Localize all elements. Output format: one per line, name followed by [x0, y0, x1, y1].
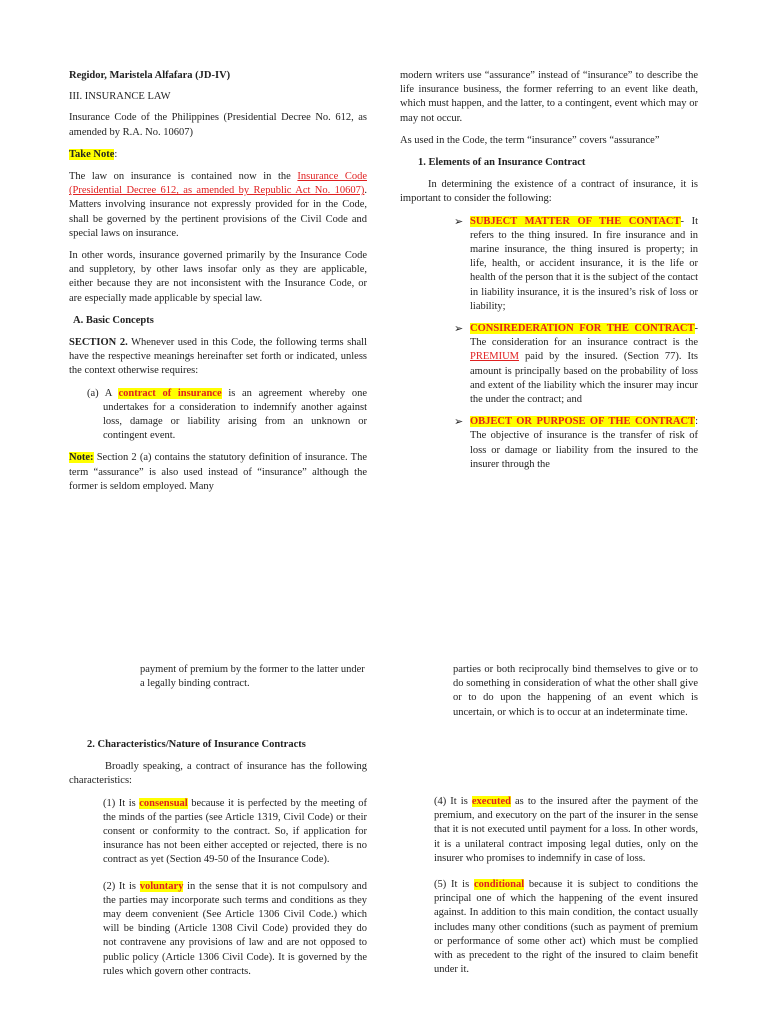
- characteristic-voluntary: (2) It is voluntary in the sense that it is not compulsory and the parties may incorporate such terms and conditions as they may deem convenient (See Article 1306 Civil Code.) which will be binding (Article 1308 Civil Code) provided they do not contravene any provisions of law and are not opposed to public policy (Article 1306 Civil Code). It is governed by the rules which govern other contracts.: [103, 880, 367, 977]
- assurance-paragraph: modern writers use “assurance” instead of “insurance” to describe the life insurance business, the former referring to an event like death, which must happen, and the latter, to a contingent, event which may or may not occur.: [400, 70, 698, 124]
- arrow-bullet-icon: ➢: [454, 215, 464, 228]
- arrow-bullet-icon: ➢: [454, 323, 464, 336]
- covers-assurance-line: As used in the Code, the term “insurance” covers “assurance”: [400, 134, 660, 146]
- page2-left-column: [69, 738, 367, 979]
- characteristic-consensual: (1) It is consensual because it is perfected by the meeting of the minds of the parties (see Article 1319, Civil Code) or their consent or conformity to the contract. So, if application for insurance has not been either accepted or rejected, there is no contract as yet (Section 49-50 of the Insurance Code).: [103, 797, 367, 866]
- code-reference: Insurance Code of the Philippines (Presidential Decree No. 612, as amended by R.A. No. 10607): [69, 112, 367, 138]
- elements-heading: 1. Elements of an Insurance Contract: [418, 157, 586, 169]
- insurance-code-link[interactable]: Insurance Code (Presidential Decree 612, as amended by Republic Act No. 10607): [69, 171, 367, 197]
- author-line: Regidor, Maristela Alfafara (JD-IV): [69, 70, 231, 81]
- element-consideration: ➢ CONSIREDERATION FOR THE CONTRACT- The consideration for an insurance contract is the PREMIUM paid by the insured. (Section 77). Its amount is principally based on the probability of loss and extent of the liability which the insurer may incur the under the contract; and: [454, 323, 698, 406]
- other-words-paragraph: In other words, insurance governed primarily by the Insurance Code and suppletory, by other laws insofar only as they are applicable, either because they are not inconsistent with the Insurance Code, or are especially made applicable by special law.: [69, 250, 367, 304]
- basic-concepts-heading: A. Basic Concepts: [73, 314, 154, 326]
- premium-term: PREMIUM: [470, 351, 520, 363]
- conditional-term: conditional: [473, 879, 525, 891]
- characteristic-executed: (4) It is executed as to the insured after the payment of the premium, and executory on the part of the insurer in the sense that it is not executed until payment for a loss. In other words, it is a unilateral contract imposing legal duties, only on the insurer who promises to indemnify in case of loss.: [434, 796, 698, 864]
- arrow-bullet-icon: ➢: [454, 416, 464, 429]
- voluntary-term: voluntary: [139, 880, 184, 892]
- executed-term: executed: [471, 796, 511, 807]
- characteristics-intro: Broadly speaking, a contract of insurance has the following characteristics:: [69, 761, 367, 787]
- page1-left-column: [69, 69, 367, 494]
- object-purpose-term: OBJECT OR PURPOSE OF THE CONTRACT: [470, 416, 696, 428]
- element-subject-matter: ➢ SUBJECT MATTER OF THE CONTACT- It refers to the thing insured. In fire insurance and in marine insurance, the thing insured is property; in life, health, or accident insurance, it is the life or health of the person that it is the subject of the contact in liability insurance, it is the insured’s risk of loss or liability;: [454, 215, 698, 312]
- take-note-line: Take Note:: [69, 148, 118, 160]
- characteristics-heading: 2. Characteristics/Nature of Insurance Contracts: [87, 739, 306, 750]
- intro-paragraph: The law on insurance is contained now in the Insurance Code (Presidential Decree 612, as amended by Republic Act No. 10607). Matters involving insurance not expressly provided for in the Code, shall be governed by the pertinent provisions of the Civil Code and special laws on insurance.: [69, 171, 367, 239]
- characteristic-conditional: (5) It is conditional because it is subject to conditions the principal one of which the happening of the event insured against. In addition to this main condition, the contact usually includes many other conditions (such as payment of premium or performance of some other act) which must be complied with as precedent to the right of the insured to claim benefit under it.: [434, 879, 698, 976]
- consensual-term: consensual: [139, 797, 188, 809]
- page1-right-column: [400, 69, 698, 472]
- subject-matter-term: SUBJECT MATTER OF THE CONTACT: [470, 215, 681, 227]
- note-paragraph: Note: Section 2 (a) contains the statutory definition of insurance. The term “assurance” is also used instead of “insurance” although the former is seldom employed. Many: [69, 452, 367, 492]
- section2-paragraph: SECTION 2. Whenever used in this Code, the following terms shall have the respective meanings hereinafter set forth or indicated, unless the context otherwise requires:: [69, 337, 368, 377]
- elements-intro: In determining the existence of a contract of insurance, it is important to consider the following:: [400, 179, 698, 205]
- page2-right-continuation: parties or both reciprocally bind themselves to give or to do something in consideration of what the other shall give or to do upon the happening of an event which is uncertain, or which is to occur at an indeterminate time.: [453, 664, 698, 718]
- contract-of-insurance-term: contract of insurance: [118, 387, 222, 399]
- element-object-purpose: ➢ OBJECT OR PURPOSE OF THE CONTRACT: The objective of insurance is the transfer of risk of loss or damage or liability from the insured to the insurer through the: [454, 416, 698, 470]
- consideration-term: CONSIREDERATION FOR THE CONTRACT: [470, 323, 695, 335]
- section-title: III. INSURANCE LAW: [69, 91, 171, 103]
- take-note-label: Take Note: [69, 148, 115, 160]
- page2-left-continuation: payment of premium by the former to the latter under a legally binding contract.: [140, 664, 365, 690]
- note-label: Note:: [69, 452, 94, 464]
- definition-a: (a) A contract of insurance is an agreement whereby one undertakes for a consideration to indemnify another against loss, damage or liability arising from an unknown or contingent event.: [87, 387, 367, 442]
- page2-right-column: [434, 795, 698, 977]
